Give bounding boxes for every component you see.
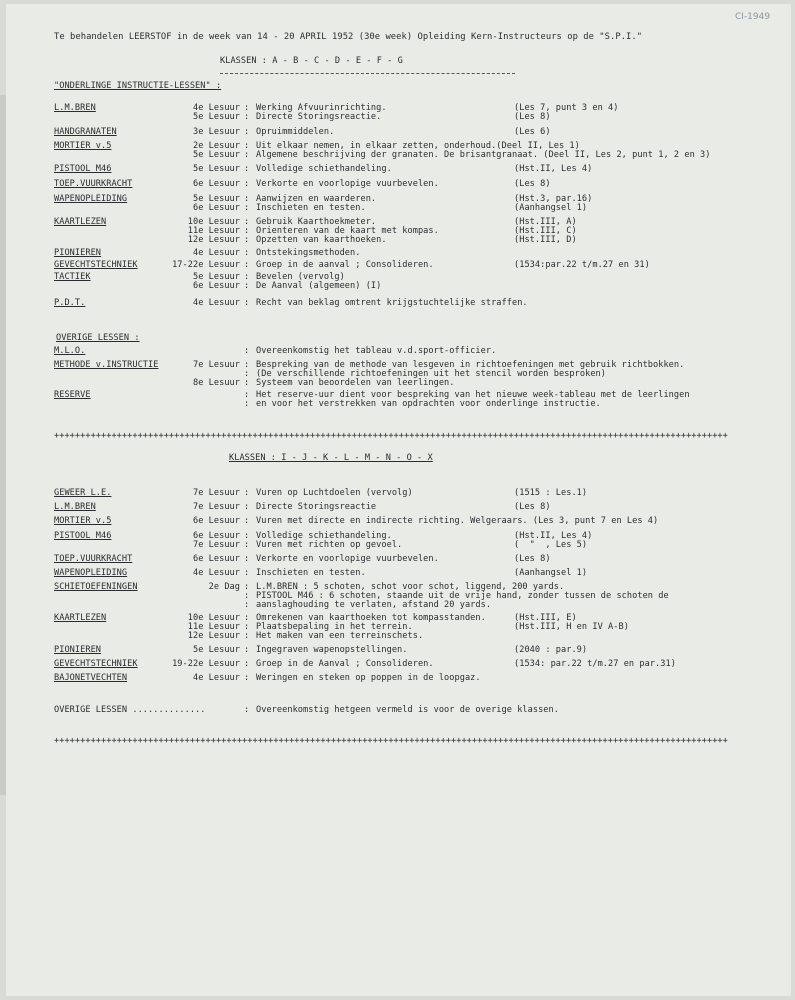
colon-separator: : bbox=[244, 203, 250, 213]
lesuur-label: 11e Lesuur bbox=[187, 226, 240, 236]
overige-lessen-text: Overeenkomstig hetgeen vermeld is voor de overige klassen. bbox=[256, 705, 559, 715]
lesson-reference: (Les 6) bbox=[514, 127, 551, 137]
colon-separator: : bbox=[244, 488, 250, 498]
lesuur-label: 4e Lesuur bbox=[192, 673, 240, 683]
colon-separator: : bbox=[244, 645, 250, 655]
lesson-topic: Bespreking van de methode van lesgeven in richtoefeningen met gebruik richtbokken. bbox=[256, 360, 685, 370]
lesson-topic: en voor het verstrekken van opdrachten voor onderlinge instructie. bbox=[256, 399, 601, 409]
onderlinge-lessen-heading: "ONDERLINGE INSTRUCTIE-LESSEN" : bbox=[54, 81, 222, 91]
lesuur-label: 4e Lesuur bbox=[192, 103, 240, 113]
document-header: Te behandelen LEERSTOF in de week van 14 - 20 APRIL 1952 (30e week) Opleiding Kern-Instructeurs op de "S.P.I." bbox=[54, 32, 643, 42]
subject-label: TOEP.VUURKRACHT bbox=[54, 554, 133, 564]
subject-label: HANDGRANATEN bbox=[54, 127, 117, 137]
colon-separator: : bbox=[244, 281, 250, 291]
lesuur-label: 6e Lesuur bbox=[192, 554, 240, 564]
colon-separator: : bbox=[244, 150, 250, 160]
colon-separator: : bbox=[244, 141, 250, 151]
lesson-topic: Volledige schiethandeling. bbox=[256, 531, 392, 541]
colon-separator: : bbox=[244, 360, 250, 370]
lesuur-label: 4e Lesuur bbox=[192, 568, 240, 578]
lesuur-label: 5e Lesuur bbox=[192, 164, 240, 174]
lesson-topic: Werking Afvuurinrichting. bbox=[256, 103, 387, 113]
lesson-topic: Inschieten en testen. bbox=[256, 203, 366, 213]
lesson-topic: L.M.BREN : 5 schoten, schot voor schot, liggend, 200 yards. bbox=[256, 582, 565, 592]
lesuur-label: 19-22e Lesuur bbox=[172, 659, 240, 669]
colon-separator: : bbox=[244, 390, 250, 400]
lesuur-label: 7e Lesuur bbox=[192, 540, 240, 550]
subject-label: PISTOOL M46 bbox=[54, 164, 112, 174]
lesson-topic: De Aanval (algemeen) (I) bbox=[256, 281, 382, 291]
colon-separator: : bbox=[244, 631, 250, 641]
lesson-topic: Ontstekingsmethoden. bbox=[256, 248, 361, 258]
plus-divider: +++++++++++++++++++++++++++++++++++++++++++++++++++++++++++++++++++++++++++++++++++++++++++++++++++++++++++++++++++++++++++++++++ bbox=[54, 432, 728, 441]
lesson-topic: Volledige schiethandeling. bbox=[256, 164, 392, 174]
colon-separator: : bbox=[244, 226, 250, 236]
subject-label: BAJONETVECHTEN bbox=[54, 673, 128, 683]
lesson-reference: (Hst.II, Les 4) bbox=[514, 164, 593, 174]
colon-separator: : bbox=[244, 673, 250, 683]
subject-label: TACTIEK bbox=[54, 272, 91, 282]
colon-separator: : bbox=[244, 369, 250, 379]
subject-label: GEVECHTSTECHNIEK bbox=[54, 260, 138, 270]
lesson-topic: Het reserve-uur dient voor bespreking van het nieuwe week-tableau met de leerlingen bbox=[256, 390, 690, 400]
subject-label: PISTOOL M46 bbox=[54, 531, 112, 541]
colon-separator: : bbox=[244, 659, 250, 669]
lesuur-label: 5e Lesuur bbox=[192, 272, 240, 282]
klassen-title-rule-1 bbox=[220, 73, 515, 74]
lesson-reference: (Aanhangsel 1) bbox=[514, 203, 588, 213]
colon-separator: : bbox=[244, 378, 250, 388]
lesson-reference: (1515 : Les.1) bbox=[514, 488, 588, 498]
subject-label: M.L.O. bbox=[54, 346, 86, 356]
subject-label: METHODE v.INSTRUCTIE bbox=[54, 360, 159, 370]
lesson-topic: (De verschillende richtoefeningen uit het stencil worden besproken) bbox=[256, 369, 606, 379]
lesson-topic: Plaatsbepaling in het terrein. bbox=[256, 622, 413, 632]
lesson-topic: Het maken van een terreinschets. bbox=[256, 631, 424, 641]
lesson-reference: (Les 8) bbox=[514, 554, 551, 564]
lesson-reference: (Les 8) bbox=[514, 112, 551, 122]
colon-separator: : bbox=[244, 568, 250, 578]
lesson-topic: Opruimmiddelen. bbox=[256, 127, 335, 137]
colon-separator: : bbox=[244, 248, 250, 258]
subject-label: TOEP.VUURKRACHT bbox=[54, 179, 133, 189]
lesson-topic: Directe Storingsreactie bbox=[256, 502, 377, 512]
lesuur-label: 2e Lesuur bbox=[192, 141, 240, 151]
lesuur-label: 5e Lesuur bbox=[192, 194, 240, 204]
subject-label: KAARTLEZEN bbox=[54, 613, 107, 623]
archive-stamp: CI-1949 bbox=[735, 12, 771, 22]
colon-separator: : bbox=[244, 194, 250, 204]
lesson-reference: (Hst.III, A) bbox=[514, 217, 577, 227]
lesson-reference: (Aanhangsel 1) bbox=[514, 568, 588, 578]
lesuur-label: 10e Lesuur bbox=[187, 217, 240, 227]
lesson-topic: Orienteren van de kaart met kompas. bbox=[256, 226, 439, 236]
lesson-reference: (Les 7, punt 3 en 4) bbox=[514, 103, 619, 113]
colon-separator: : bbox=[244, 272, 250, 282]
lesuur-label: 5e Lesuur bbox=[192, 112, 240, 122]
colon-separator: : bbox=[244, 705, 250, 715]
colon-separator: : bbox=[244, 399, 250, 409]
lesson-topic: Algemene beschrijving der granaten. De brisantgranaat. (Deel II, Les 2, punt 1, 2 en 3) bbox=[256, 150, 711, 160]
lesson-reference: (Les 8) bbox=[514, 502, 551, 512]
lesuur-label: 5e Lesuur bbox=[192, 645, 240, 655]
colon-separator: : bbox=[244, 235, 250, 245]
lesuur-label: 11e Lesuur bbox=[187, 622, 240, 632]
lesuur-label: 3e Lesuur bbox=[192, 127, 240, 137]
colon-separator: : bbox=[244, 531, 250, 541]
lesson-topic: Aanwijzen en waarderen. bbox=[256, 194, 377, 204]
lesuur-label: 17-22e Lesuur bbox=[172, 260, 240, 270]
klassen-title-2: KLASSEN : I - J - K - L - M - N - O - X bbox=[229, 453, 433, 463]
lesuur-label: 12e Lesuur bbox=[187, 631, 240, 641]
colon-separator: : bbox=[244, 346, 250, 356]
lesson-topic: Gebruik Kaarthoekmeter. bbox=[256, 217, 377, 227]
subject-label: PIONIEREN bbox=[54, 645, 102, 655]
lesson-reference: (1534: par.22 t/m.27 en par.31) bbox=[514, 659, 676, 669]
underlying-sheet-edge bbox=[0, 95, 6, 795]
colon-separator: : bbox=[244, 112, 250, 122]
klassen-title-1: KLASSEN : A - B - C - D - E - F - G bbox=[220, 56, 403, 66]
lesson-topic: Vuren met directe en indirecte richting. Welgeraars. (Les 3, punt 7 en Les 4) bbox=[256, 516, 659, 526]
colon-separator: : bbox=[244, 260, 250, 270]
subject-label: GEVECHTSTECHNIEK bbox=[54, 659, 138, 669]
subject-label: WAPENOPLEIDING bbox=[54, 194, 128, 204]
subject-label: PIONIEREN bbox=[54, 248, 102, 258]
lesson-topic: Opzetten van kaarthoeken. bbox=[256, 235, 387, 245]
subject-label: P.D.T. bbox=[54, 298, 86, 308]
lesuur-label: 8e Lesuur bbox=[192, 378, 240, 388]
colon-separator: : bbox=[244, 179, 250, 189]
lesuur-label: 10e Lesuur bbox=[187, 613, 240, 623]
lesuur-label: 4e Lesuur bbox=[192, 298, 240, 308]
colon-separator: : bbox=[244, 127, 250, 137]
colon-separator: : bbox=[244, 298, 250, 308]
colon-separator: : bbox=[244, 600, 250, 610]
subject-label: GEWEER L.E. bbox=[54, 488, 112, 498]
lesson-topic: Verkorte en voorlopige vuurbevelen. bbox=[256, 554, 439, 564]
overige-lessen-label: OVERIGE LESSEN .............. bbox=[54, 705, 206, 715]
lesson-topic: aanslaghouding te verlaten, afstand 20 yards. bbox=[256, 600, 492, 610]
lesson-topic: Groep in de Aanval ; Consolideren. bbox=[256, 659, 434, 669]
lesson-topic: Bevelen (vervolg) bbox=[256, 272, 345, 282]
subject-label: KAARTLEZEN bbox=[54, 217, 107, 227]
lesuur-label: 4e Lesuur bbox=[192, 248, 240, 258]
lesson-topic: Vuren op Luchtdoelen (vervolg) bbox=[256, 488, 413, 498]
lesuur-label: 6e Lesuur bbox=[192, 516, 240, 526]
lesson-topic: Systeem van beoordelen van leerlingen. bbox=[256, 378, 455, 388]
lesson-reference: (1534:par.22 t/m.27 en 31) bbox=[514, 260, 650, 270]
lesuur-label: 7e Lesuur bbox=[192, 360, 240, 370]
subject-label: RESERVE bbox=[54, 390, 91, 400]
colon-separator: : bbox=[244, 613, 250, 623]
lesuur-label: 6e Lesuur bbox=[192, 203, 240, 213]
colon-separator: : bbox=[244, 554, 250, 564]
subject-label: MORTIER v.5 bbox=[54, 141, 112, 151]
lesson-topic: Overeenkomstig het tableau v.d.sport-officier. bbox=[256, 346, 497, 356]
subject-label: L.M.BREN bbox=[54, 502, 96, 512]
lesuur-label: 2e Dag bbox=[208, 582, 240, 592]
lesson-reference: (2040 : par.9) bbox=[514, 645, 588, 655]
colon-separator: : bbox=[244, 164, 250, 174]
overige-lessen-heading: OVERIGE LESSEN : bbox=[56, 333, 140, 343]
lesson-reference: (Hst.III, D) bbox=[514, 235, 577, 245]
lesson-topic: Ingegraven wapenopstellingen. bbox=[256, 645, 408, 655]
plus-divider: +++++++++++++++++++++++++++++++++++++++++++++++++++++++++++++++++++++++++++++++++++++++++++++++++++++++++++++++++++++++++++++++++ bbox=[54, 737, 728, 746]
lesuur-label: 7e Lesuur bbox=[192, 488, 240, 498]
colon-separator: : bbox=[244, 582, 250, 592]
lesson-topic: Inschieten en testen. bbox=[256, 568, 366, 578]
lesuur-label: 7e Lesuur bbox=[192, 502, 240, 512]
lesson-topic: Verkorte en voorlopige vuurbevelen. bbox=[256, 179, 439, 189]
subject-label: WAPENOPLEIDING bbox=[54, 568, 128, 578]
lesson-reference: (Hst.III, E) bbox=[514, 613, 577, 623]
lesson-topic: Recht van beklag omtrent krijgstuchtelijke straffen. bbox=[256, 298, 528, 308]
colon-separator: : bbox=[244, 540, 250, 550]
lesson-topic: Vuren met richten op gevoel. bbox=[256, 540, 403, 550]
colon-separator: : bbox=[244, 103, 250, 113]
lesson-topic: PISTOOL M46 : 6 schoten, staande uit de vrije hand, zonder tussen de schoten de bbox=[256, 591, 669, 601]
lesson-topic: Directe Storingsreactie. bbox=[256, 112, 382, 122]
lesson-reference: (Hst.III, H en IV A-B) bbox=[514, 622, 629, 632]
lesson-reference: (Hst.II, Les 4) bbox=[514, 531, 593, 541]
lesson-reference: ( " , Les 5) bbox=[514, 540, 588, 550]
lesuur-label: 5e Lesuur bbox=[192, 150, 240, 160]
subject-label: MORTIER v.5 bbox=[54, 516, 112, 526]
lesuur-label: 12e Lesuur bbox=[187, 235, 240, 245]
subject-label: L.M.BREN bbox=[54, 103, 96, 113]
colon-separator: : bbox=[244, 502, 250, 512]
subject-label: SCHIETOEFENINGEN bbox=[54, 582, 138, 592]
colon-separator: : bbox=[244, 622, 250, 632]
colon-separator: : bbox=[244, 516, 250, 526]
colon-separator: : bbox=[244, 217, 250, 227]
lesson-topic: Groep in de aanval ; Consolideren. bbox=[256, 260, 434, 270]
lesuur-label: 6e Lesuur bbox=[192, 531, 240, 541]
colon-separator: : bbox=[244, 591, 250, 601]
lesson-topic: Weringen en steken op poppen in de loopgaz. bbox=[256, 673, 481, 683]
lesson-topic: Uit elkaar nemen, in elkaar zetten, onderhoud.(Deel II, Les 1) bbox=[256, 141, 580, 151]
lesson-reference: (Hst.III, C) bbox=[514, 226, 577, 236]
lesson-reference: (Les 8) bbox=[514, 179, 551, 189]
lesson-topic: Omrekenen van kaarthoeken tot kompasstanden. bbox=[256, 613, 486, 623]
lesuur-label: 6e Lesuur bbox=[192, 281, 240, 291]
lesuur-label: 6e Lesuur bbox=[192, 179, 240, 189]
lesson-reference: (Hst.3, par.16) bbox=[514, 194, 593, 204]
